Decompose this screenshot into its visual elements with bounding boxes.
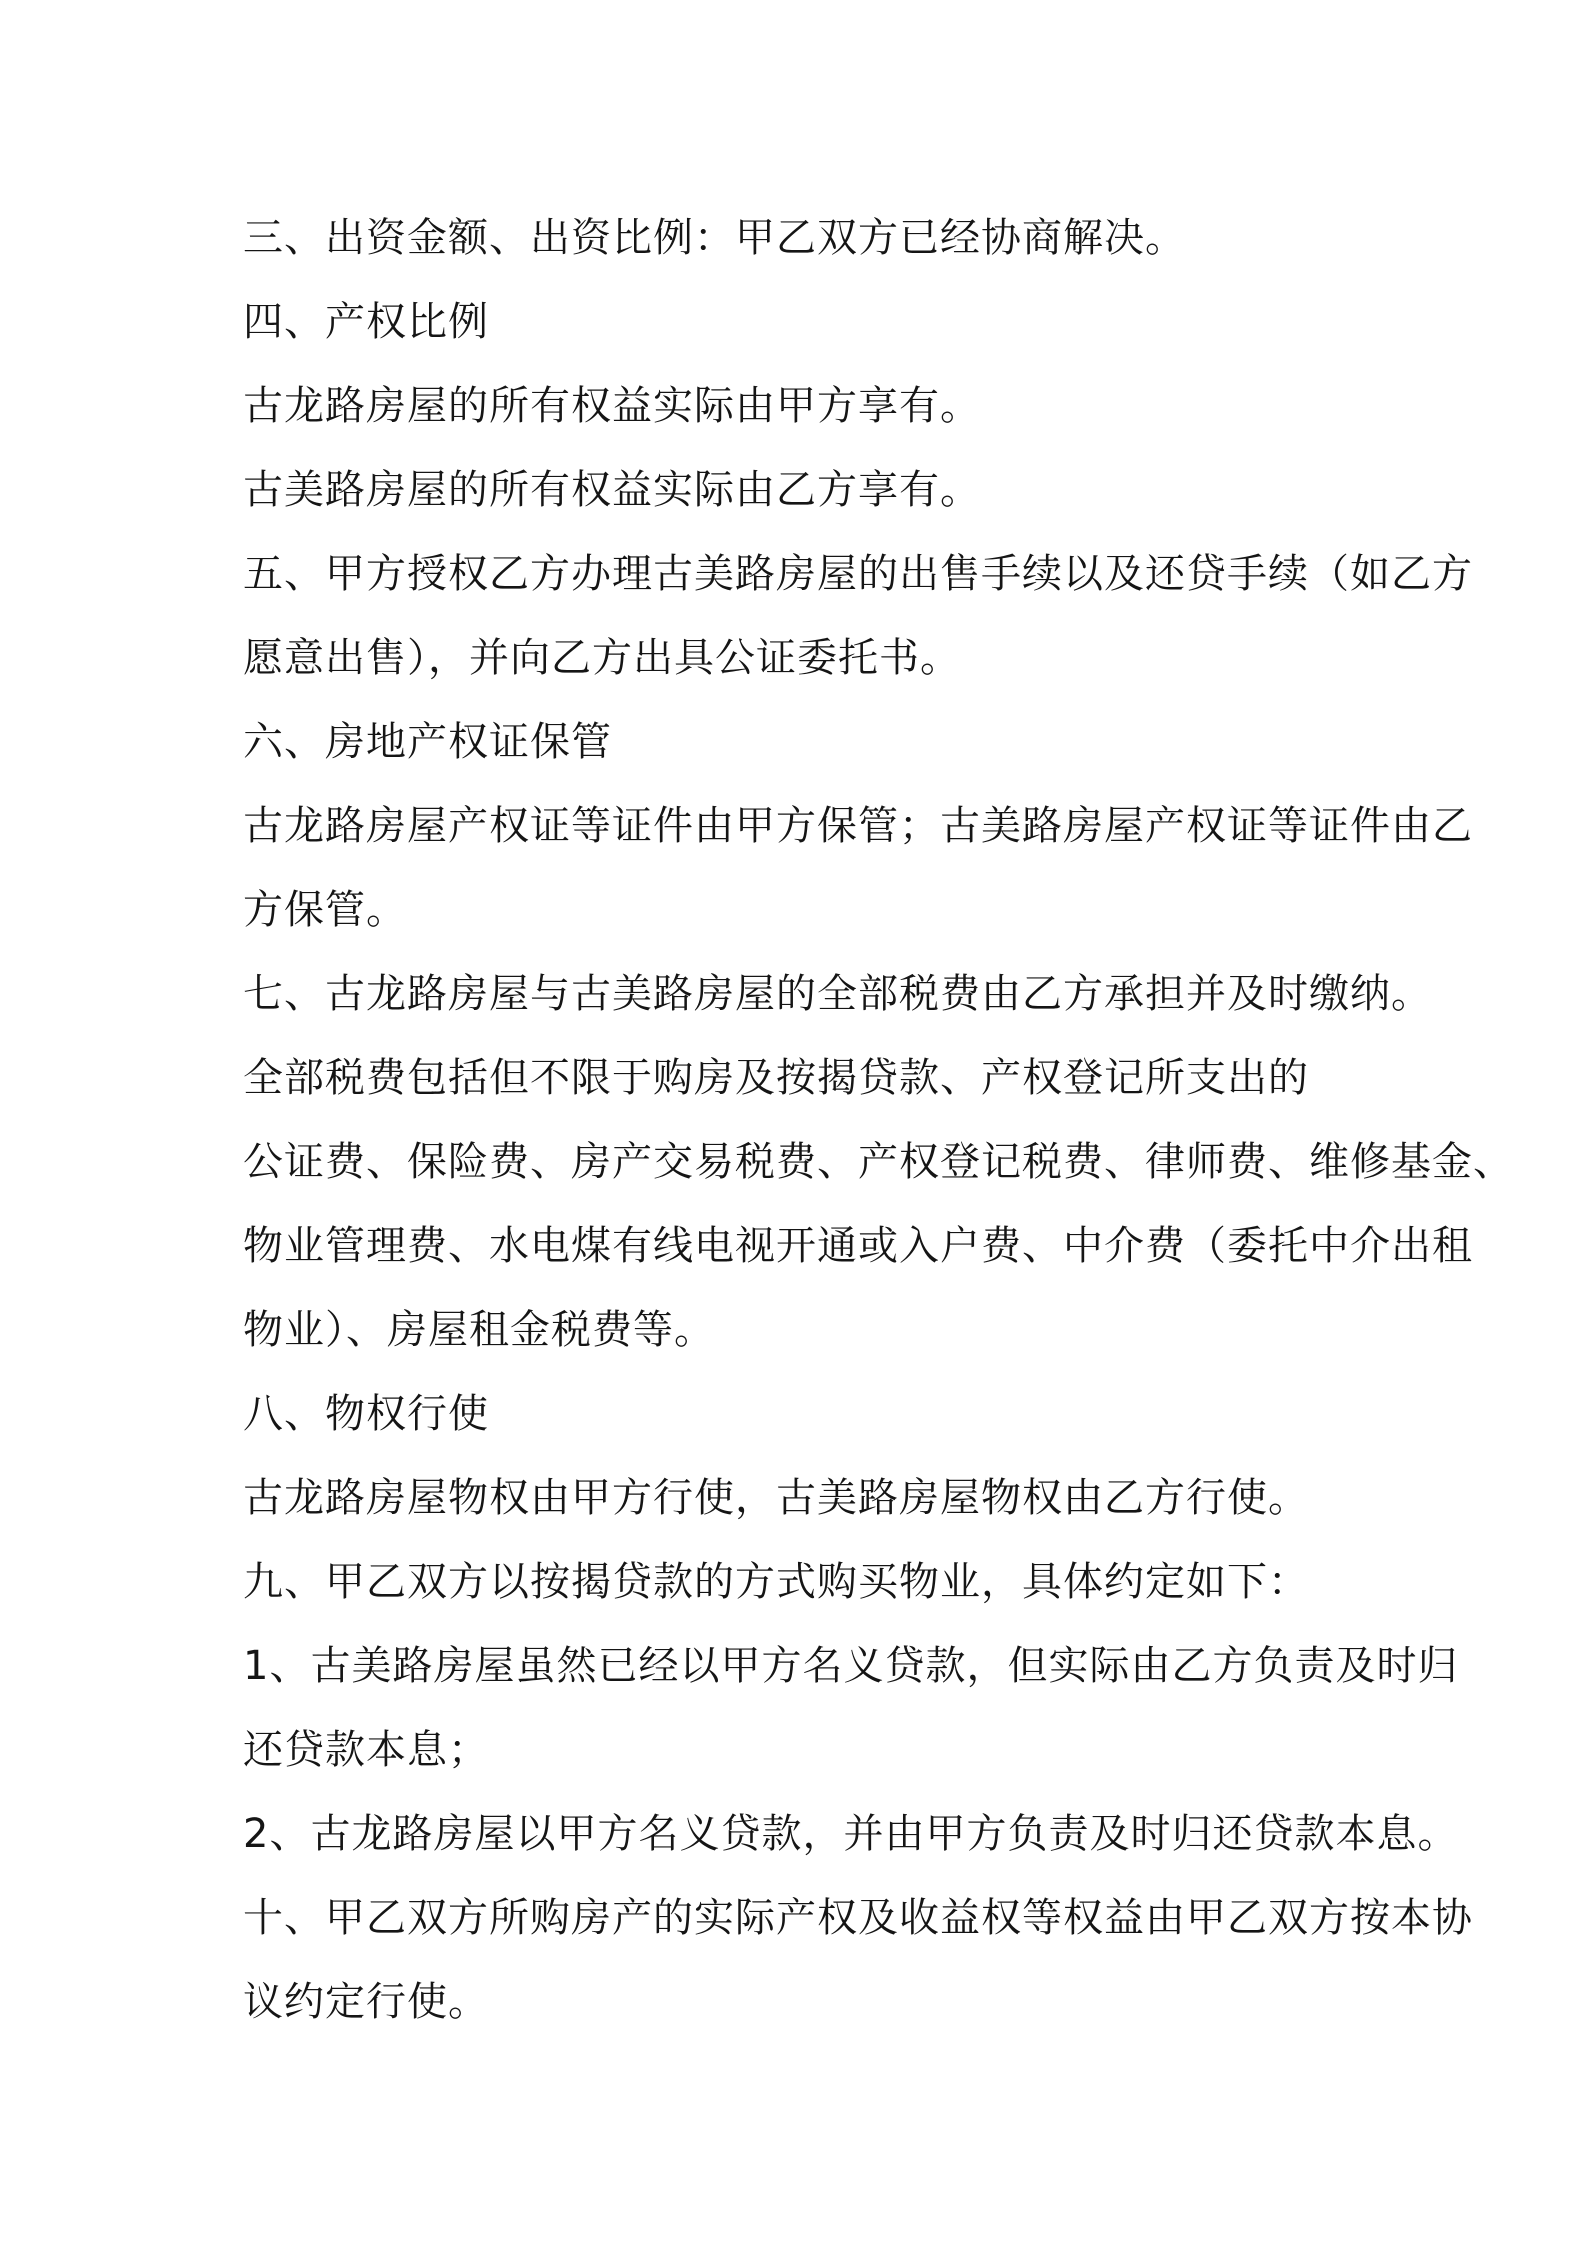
document-body [243,196,1514,2044]
clause-10-line-1: 十、甲乙双方所购房产的实际产权及收益权等权益由甲乙双方按本协 [243,1895,1473,1941]
clause-7-taxes: 七、古龙路房屋与古美路房屋的全部税费由乙方承担并及时缴纳。 [243,971,1432,1017]
clause-9-item-1-line-2: 还贷款本息； [243,1727,489,1773]
clause-8-property-rights: 古龙路房屋物权由甲方行使，古美路房屋物权由乙方行使。 [243,1475,1309,1521]
clause-5-authorization-line-1: 五、甲方授权乙方办理古美路房屋的出售手续以及还贷手续（如乙方 [243,551,1473,597]
clause-4-heading-property-ratio: 四、产权比例 [243,299,489,345]
clause-6-heading-certificate-custody: 六、房地产权证保管 [243,719,612,765]
clause-7-taxes-detail-line-3: 物业管理费、水电煤有线电视开通或入户费、中介费（委托中介出租 [243,1223,1473,1269]
clause-5-authorization-line-2: 愿意出售），并向乙方出具公证委托书。 [243,635,961,681]
clause-7-taxes-detail-line-4: 物业）、房屋租金税费等。 [243,1307,715,1353]
clause-6-custody-line-2: 方保管。 [243,887,407,933]
clause-7-taxes-detail-line-2: 公证费、保险费、房产交易税费、产权登记税费、律师费、维修基金、 [243,1139,1514,1185]
clause-10-line-2: 议约定行使。 [243,1979,489,2025]
clause-9-item-1-line-1: 1、古美路房屋虽然已经以甲方名义贷款，但实际由乙方负责及时归 [243,1643,1459,1689]
clause-8-heading-property-rights: 八、物权行使 [243,1391,489,1437]
clause-4-gulong-rights: 古龙路房屋的所有权益实际由甲方享有。 [243,383,981,429]
clause-9-mortgage: 九、甲乙双方以按揭贷款的方式购买物业，具体约定如下： [243,1559,1309,1605]
clause-9-item-2: 2、古龙路房屋以甲方名义贷款，并由甲方负责及时归还贷款本息。 [243,1811,1459,1857]
clause-6-custody-line-1: 古龙路房屋产权证等证件由甲方保管；古美路房屋产权证等证件由乙 [243,803,1473,849]
clause-3-capital-contribution: 三、出资金额、出资比例：甲乙双方已经协商解决。 [243,215,1186,261]
clause-7-taxes-detail-line-1: 全部税费包括但不限于购房及按揭贷款、产权登记所支出的 [243,1055,1309,1101]
clause-4-gumei-rights: 古美路房屋的所有权益实际由乙方享有。 [243,467,981,513]
